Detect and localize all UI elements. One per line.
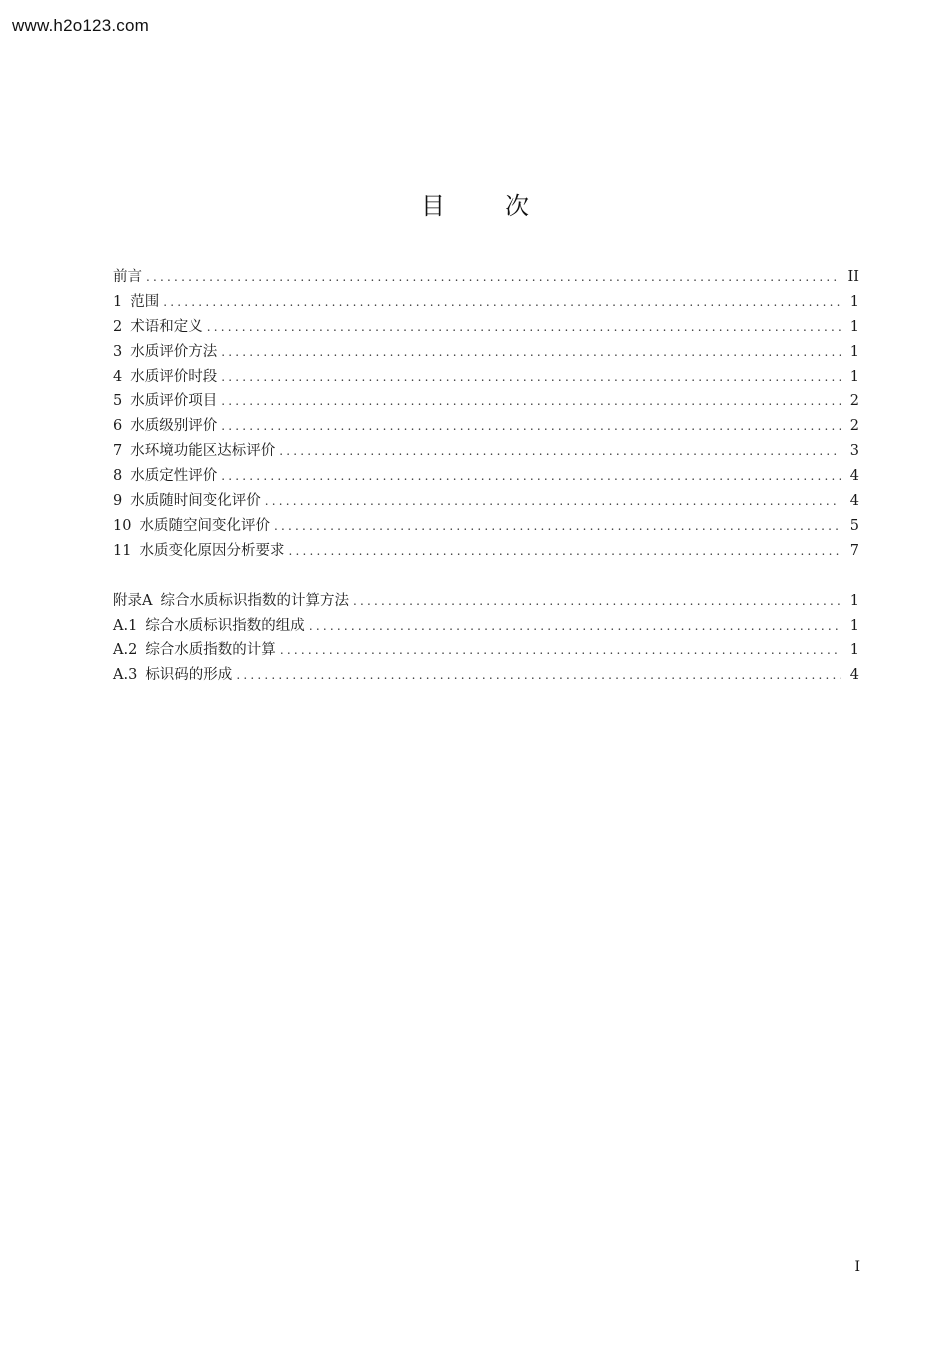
toc-entry-number: 8	[113, 468, 123, 485]
toc-entry-number: 5	[113, 393, 123, 410]
toc-entry-number: 7	[113, 443, 123, 460]
toc-entry-label: 标识码的形成	[145, 667, 233, 684]
toc-entry-page: 1	[849, 617, 859, 634]
toc-entry-3[interactable]	[113, 340, 859, 365]
toc-entry-number: A.2	[113, 642, 138, 659]
toc-entry-foreword[interactable]	[113, 265, 859, 290]
toc-leader-dots	[274, 514, 841, 539]
toc-entry-number: 1	[113, 293, 123, 310]
toc-section-gap	[113, 564, 859, 589]
toc-title-char-1: 目	[421, 192, 445, 220]
toc-entry-number: 11	[113, 542, 132, 559]
toc-entry-8[interactable]	[113, 464, 859, 489]
toc-leader-dots	[207, 315, 841, 340]
toc-entry-number: 2	[113, 318, 123, 335]
toc-entry-page: II	[847, 269, 859, 285]
toc-entry-page: 1	[849, 318, 859, 335]
toc-leader-dots	[309, 614, 841, 639]
toc-entry-a3[interactable]	[113, 663, 859, 688]
toc-entry-page: 1	[849, 592, 859, 609]
toc-leader-dots	[279, 439, 841, 464]
toc-entry-number: 6	[113, 418, 123, 435]
toc-entry-a2[interactable]	[113, 638, 859, 663]
toc-appendix-section	[113, 589, 859, 689]
toc-entry-page: 7	[849, 542, 859, 559]
toc-entry-number: 9	[113, 493, 123, 510]
toc-entry-11[interactable]	[113, 539, 859, 564]
toc-entry-label: 综合水质标识指数的计算方法	[160, 592, 349, 609]
toc-entry-label: 术语和定义	[130, 318, 203, 335]
toc-entry-label: 综合水质标识指数的组成	[145, 617, 305, 634]
toc-entry-number: 3	[113, 343, 123, 360]
toc-leader-dots	[288, 539, 841, 564]
toc-entry-label: 水环境功能区达标评价	[130, 443, 276, 460]
toc-entry-1[interactable]	[113, 290, 859, 315]
toc-entry-label: 水质级别评价	[130, 418, 218, 435]
toc-entry-label: 水质随时间变化评价	[130, 493, 261, 510]
toc-entry-page: 1	[849, 368, 859, 385]
toc-entry-2[interactable]	[113, 315, 859, 340]
toc-entry-label: 水质变化原因分析要求	[139, 542, 285, 559]
toc-entry-page: 1	[849, 642, 859, 659]
toc-entry-number: 附录A	[113, 592, 153, 609]
toc-entry-a1[interactable]	[113, 614, 859, 639]
toc-entry-number: A.1	[113, 617, 138, 634]
toc-entry-appendix-a[interactable]	[113, 589, 859, 614]
toc-title-char-2: 次	[505, 192, 529, 220]
toc-entry-number: A.3	[113, 667, 138, 684]
toc-leader-dots	[236, 663, 841, 688]
toc-entry-page: 4	[849, 493, 859, 510]
toc-entry-page: 1	[849, 293, 859, 310]
toc-main-section	[113, 265, 859, 564]
table-of-contents	[113, 265, 859, 688]
toc-entry-page: 1	[849, 343, 859, 360]
toc-title	[0, 186, 950, 221]
toc-leader-dots	[280, 638, 841, 663]
toc-leader-dots	[221, 340, 841, 365]
toc-leader-dots	[146, 265, 841, 290]
toc-entry-label: 前言	[113, 269, 142, 285]
toc-entry-label: 水质定性评价	[130, 468, 218, 485]
toc-entry-7[interactable]	[113, 439, 859, 464]
toc-entry-4[interactable]	[113, 365, 859, 390]
toc-entry-label: 水质评价方法	[130, 343, 218, 360]
toc-leader-dots	[221, 464, 841, 489]
toc-entry-9[interactable]	[113, 489, 859, 514]
toc-leader-dots	[221, 414, 841, 439]
toc-entry-page: 2	[849, 418, 859, 435]
toc-entry-page: 5	[849, 517, 859, 534]
toc-entry-number: 4	[113, 368, 123, 385]
page-number: I	[854, 1259, 860, 1275]
toc-entry-label: 水质评价时段	[130, 368, 218, 385]
toc-entry-number: 10	[113, 517, 132, 534]
toc-leader-dots	[221, 389, 841, 414]
toc-entry-label: 水质评价项目	[130, 393, 218, 410]
toc-leader-dots	[265, 489, 841, 514]
toc-entry-page: 2	[849, 393, 859, 410]
toc-entry-page: 3	[849, 443, 859, 460]
toc-entry-6[interactable]	[113, 414, 859, 439]
toc-entry-page: 4	[849, 468, 859, 485]
toc-entry-5[interactable]	[113, 389, 859, 414]
toc-leader-dots	[221, 365, 841, 390]
toc-entry-label: 综合水质指数的计算	[145, 642, 276, 659]
toc-leader-dots	[353, 589, 841, 614]
toc-entry-label: 范围	[130, 293, 160, 310]
toc-entry-label: 水质随空间变化评价	[139, 517, 270, 534]
toc-leader-dots	[163, 290, 841, 315]
watermark-url: www.h2o123.com	[12, 16, 149, 35]
toc-entry-10[interactable]	[113, 514, 859, 539]
toc-entry-page: 4	[849, 667, 859, 684]
